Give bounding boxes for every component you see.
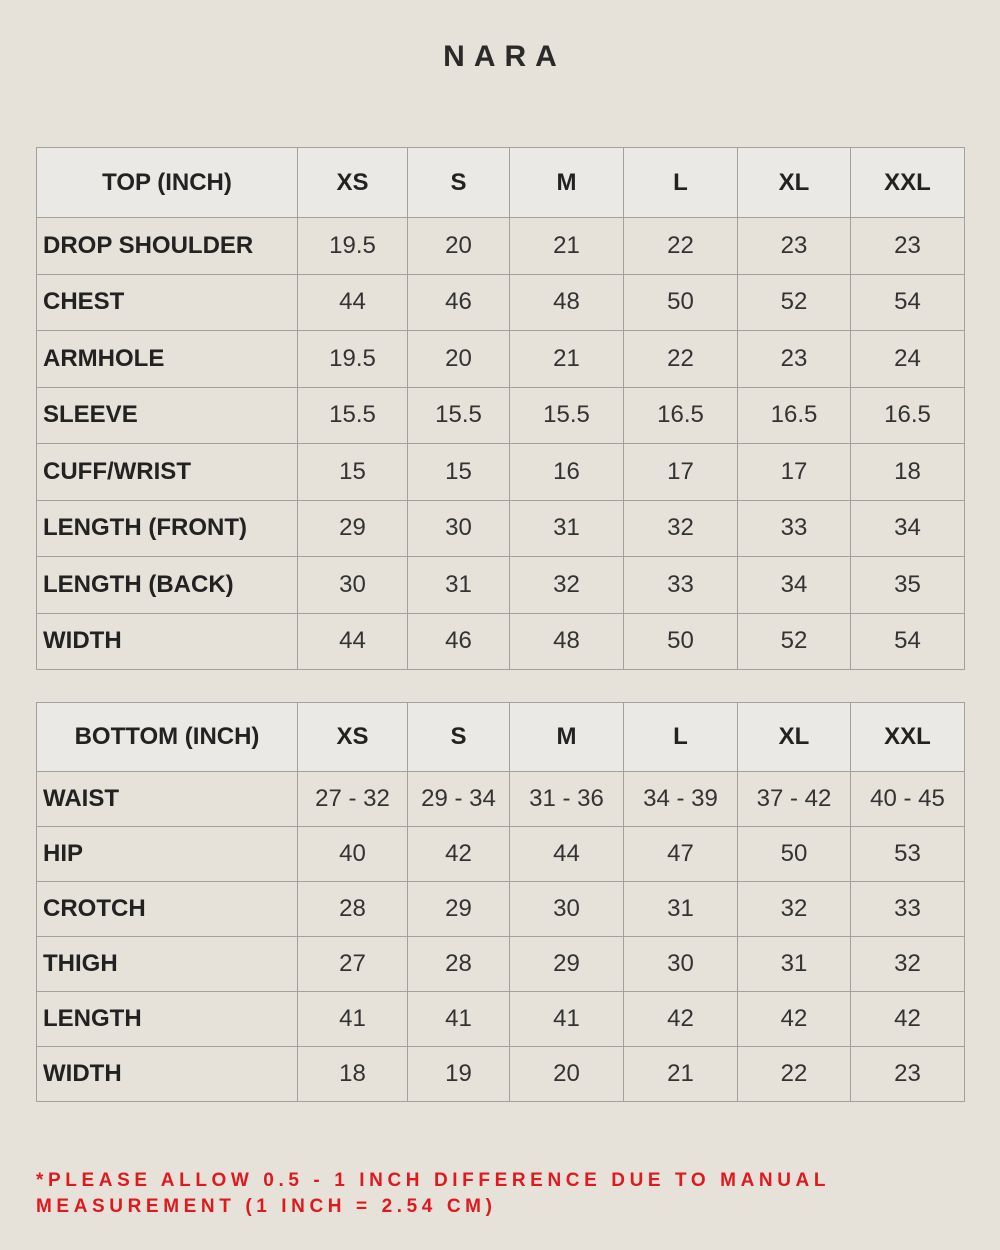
measurement-value: 46 xyxy=(408,613,510,670)
measurement-value: 29 xyxy=(510,937,624,992)
table-row xyxy=(37,992,965,1047)
measurement-value: 33 xyxy=(851,882,965,937)
measurement-value: 30 xyxy=(510,882,624,937)
measurement-value: 40 xyxy=(298,827,408,882)
measurement-value: 32 xyxy=(510,557,624,614)
measurement-value: 41 xyxy=(298,992,408,1047)
measurement-value: 41 xyxy=(408,992,510,1047)
measurement-value: 44 xyxy=(298,613,408,670)
table-row xyxy=(37,827,965,882)
measurement-label: CUFF/WRIST xyxy=(37,444,298,501)
measurement-value: 44 xyxy=(510,827,624,882)
measurement-value: 46 xyxy=(408,274,510,331)
measurement-value: 16.5 xyxy=(851,387,965,444)
measurement-label: WAIST xyxy=(37,772,298,827)
size-header: XXL xyxy=(851,703,965,772)
measurement-value: 50 xyxy=(624,274,738,331)
table-row xyxy=(37,218,965,275)
measurement-value: 27 - 32 xyxy=(298,772,408,827)
measurement-value: 15 xyxy=(298,444,408,501)
measurement-label: LENGTH (FRONT) xyxy=(37,500,298,557)
measurement-value: 42 xyxy=(851,992,965,1047)
measurement-label: HIP xyxy=(37,827,298,882)
measurement-value: 21 xyxy=(510,218,624,275)
measurement-value: 21 xyxy=(510,331,624,388)
measurement-value: 33 xyxy=(624,557,738,614)
measurement-value: 28 xyxy=(408,937,510,992)
measurement-value: 17 xyxy=(738,444,851,501)
measurement-value: 52 xyxy=(738,613,851,670)
top-size-table xyxy=(36,147,965,670)
measurement-value: 15.5 xyxy=(298,387,408,444)
measurement-label: CHEST xyxy=(37,274,298,331)
measurement-value: 53 xyxy=(851,827,965,882)
measurement-value: 42 xyxy=(408,827,510,882)
measurement-value: 27 xyxy=(298,937,408,992)
measurement-value: 29 xyxy=(298,500,408,557)
measurement-value: 32 xyxy=(624,500,738,557)
table-row xyxy=(37,557,965,614)
size-header: XL xyxy=(738,703,851,772)
measurement-label: CROTCH xyxy=(37,882,298,937)
measurement-label: LENGTH (BACK) xyxy=(37,557,298,614)
measurement-value: 22 xyxy=(624,331,738,388)
table-row xyxy=(37,1047,965,1102)
measurement-value: 21 xyxy=(624,1047,738,1102)
measurement-value: 34 xyxy=(738,557,851,614)
measurement-value: 31 xyxy=(738,937,851,992)
table-row xyxy=(37,444,965,501)
measurement-value: 17 xyxy=(624,444,738,501)
measurement-value: 19.5 xyxy=(298,218,408,275)
note-line-1: *PLEASE ALLOW 0.5 - 1 INCH DIFFERENCE DUE TO MANUAL xyxy=(36,1170,831,1191)
measurement-value: 29 - 34 xyxy=(408,772,510,827)
measurement-value: 16 xyxy=(510,444,624,501)
size-header: S xyxy=(408,703,510,772)
measurement-value: 22 xyxy=(624,218,738,275)
measurement-label: WIDTH xyxy=(37,1047,298,1102)
measurement-value: 37 - 42 xyxy=(738,772,851,827)
table-row xyxy=(37,613,965,670)
size-header: M xyxy=(510,148,624,218)
table-header-title: BOTTOM (INCH) xyxy=(37,703,298,772)
measurement-value: 35 xyxy=(851,557,965,614)
measurement-value: 15 xyxy=(408,444,510,501)
measurement-value: 48 xyxy=(510,274,624,331)
measurement-value: 15.5 xyxy=(510,387,624,444)
table-header-row xyxy=(37,703,965,772)
measurement-value: 40 - 45 xyxy=(851,772,965,827)
measurement-value: 47 xyxy=(624,827,738,882)
table-row xyxy=(37,882,965,937)
measurement-value: 33 xyxy=(738,500,851,557)
measurement-value: 19.5 xyxy=(298,331,408,388)
measurement-value: 18 xyxy=(851,444,965,501)
measurement-value: 50 xyxy=(738,827,851,882)
measurement-value: 50 xyxy=(624,613,738,670)
measurement-value: 34 xyxy=(851,500,965,557)
measurement-value: 54 xyxy=(851,613,965,670)
bottom-size-table xyxy=(36,702,965,1102)
size-header: L xyxy=(624,703,738,772)
measurement-value: 31 xyxy=(510,500,624,557)
measurement-value: 19 xyxy=(408,1047,510,1102)
size-header: S xyxy=(408,148,510,218)
table-row xyxy=(37,387,965,444)
table-row xyxy=(37,772,965,827)
size-header: XXL xyxy=(851,148,965,218)
measurement-value: 32 xyxy=(738,882,851,937)
size-header: XL xyxy=(738,148,851,218)
size-header: XS xyxy=(298,703,408,772)
table-row xyxy=(37,500,965,557)
measurement-value: 32 xyxy=(851,937,965,992)
measurement-label: THIGH xyxy=(37,937,298,992)
measurement-value: 42 xyxy=(738,992,851,1047)
measurement-value: 16.5 xyxy=(738,387,851,444)
measurement-label: LENGTH xyxy=(37,992,298,1047)
measurement-label: WIDTH xyxy=(37,613,298,670)
measurement-value: 30 xyxy=(408,500,510,557)
brand-title: NARA xyxy=(443,40,566,73)
measurement-value: 16.5 xyxy=(624,387,738,444)
measurement-value: 31 - 36 xyxy=(510,772,624,827)
size-header: M xyxy=(510,703,624,772)
measurement-value: 24 xyxy=(851,331,965,388)
table-row xyxy=(37,274,965,331)
measurement-label: ARMHOLE xyxy=(37,331,298,388)
measurement-value: 23 xyxy=(851,218,965,275)
measurement-value: 20 xyxy=(510,1047,624,1102)
measurement-value: 48 xyxy=(510,613,624,670)
measurement-label: DROP SHOULDER xyxy=(37,218,298,275)
measurement-value: 20 xyxy=(408,218,510,275)
measurement-value: 52 xyxy=(738,274,851,331)
table-header-row xyxy=(37,148,965,218)
measurement-value: 23 xyxy=(851,1047,965,1102)
measurement-note xyxy=(36,1168,976,1220)
measurement-value: 30 xyxy=(298,557,408,614)
measurement-value: 42 xyxy=(624,992,738,1047)
measurement-value: 30 xyxy=(624,937,738,992)
measurement-value: 34 - 39 xyxy=(624,772,738,827)
measurement-value: 18 xyxy=(298,1047,408,1102)
measurement-value: 15.5 xyxy=(408,387,510,444)
measurement-value: 31 xyxy=(624,882,738,937)
table-row xyxy=(37,937,965,992)
measurement-value: 31 xyxy=(408,557,510,614)
measurement-value: 41 xyxy=(510,992,624,1047)
measurement-value: 23 xyxy=(738,218,851,275)
table-header-title: TOP (INCH) xyxy=(37,148,298,218)
measurement-value: 23 xyxy=(738,331,851,388)
table-row xyxy=(37,331,965,388)
measurement-value: 54 xyxy=(851,274,965,331)
note-line-2: MEASUREMENT (1 INCH = 2.54 CM) xyxy=(36,1196,497,1217)
measurement-value: 22 xyxy=(738,1047,851,1102)
measurement-value: 44 xyxy=(298,274,408,331)
size-header: XS xyxy=(298,148,408,218)
measurement-value: 28 xyxy=(298,882,408,937)
measurement-value: 20 xyxy=(408,331,510,388)
measurement-value: 29 xyxy=(408,882,510,937)
measurement-label: SLEEVE xyxy=(37,387,298,444)
size-header: L xyxy=(624,148,738,218)
